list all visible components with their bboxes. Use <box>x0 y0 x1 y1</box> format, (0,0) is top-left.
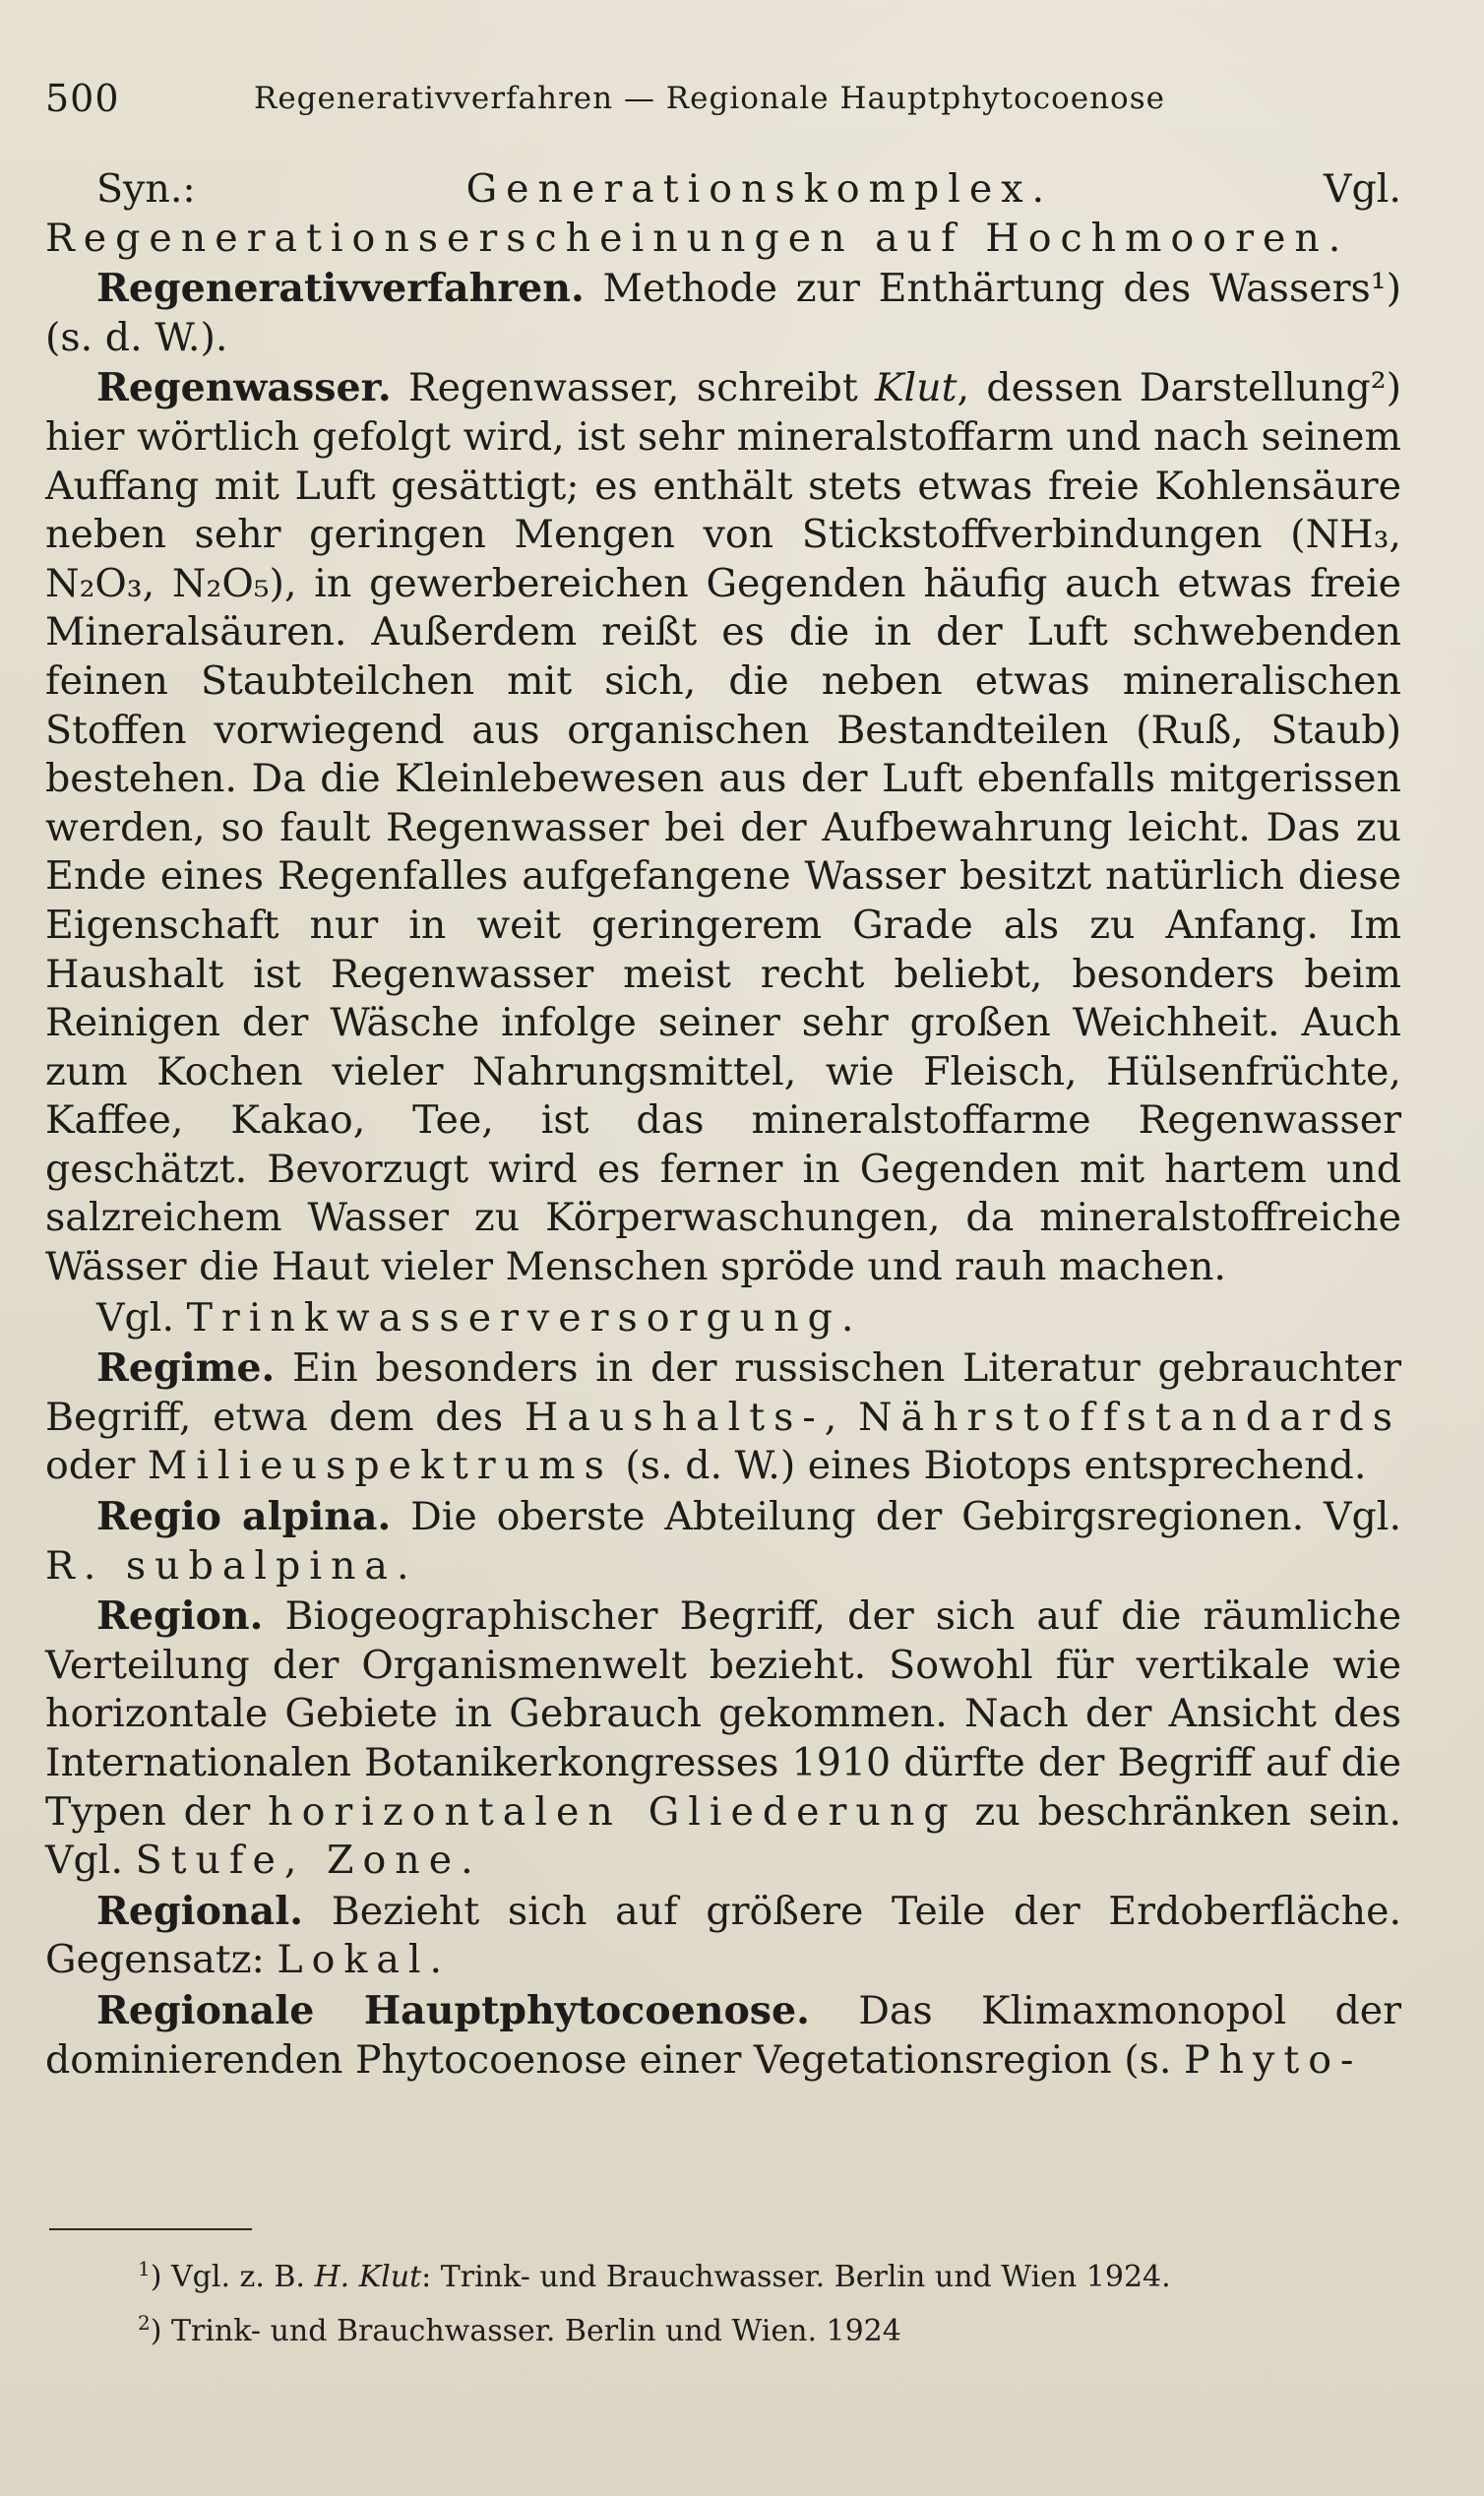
author-name: H. Klut <box>314 2260 422 2294</box>
footnote-marker: 1 <box>138 2257 151 2280</box>
entry-text: Methode zur Enthärtung des Wassers¹) (s. d. W.). <box>45 266 1401 360</box>
spaced-term: Lokal. <box>277 1937 452 1983</box>
footnote-text: : Trink- und Brauchwasser. Berlin und Wien 1924. <box>421 2260 1171 2294</box>
entry-headword: Region. <box>96 1593 264 1640</box>
footnote <box>138 2246 1407 2300</box>
page-header <box>45 77 1403 136</box>
entry-text: Vgl. <box>1053 166 1401 212</box>
entry-text: Das Klimaxmonopol der dominierenden Phytocoenose einer Vegetationsregion (s. <box>45 1987 1401 2083</box>
dictionary-entry <box>45 364 1401 1291</box>
dictionary-entry <box>45 1592 1401 1886</box>
entry-text: Bezieht sich auf größere Teile der Erdoberfläche. Gegensatz: <box>45 1888 1401 1983</box>
spaced-term: Phyto- <box>1184 2036 1363 2083</box>
entry-headword: Regio alpina. <box>96 1494 392 1540</box>
entry-text: oder <box>45 1443 148 1489</box>
entry-headword: Regenwasser. <box>96 365 392 411</box>
dictionary-entry <box>45 1987 1401 2085</box>
spaced-term: Trinkwasserversorgung. <box>186 1294 863 1341</box>
entry-headword: Regenerativverfahren. <box>96 266 585 312</box>
dictionary-entry <box>45 1294 1401 1343</box>
spaced-term: R. subalpina. <box>45 1542 418 1589</box>
entry-text: Die oberste Abteilung der Gebirgsregionen. Vgl. <box>391 1494 1401 1540</box>
footnote-divider <box>49 2228 252 2230</box>
spaced-term: Generationskomplex. <box>465 166 1054 212</box>
entry-headword: Regionale Hauptphytocoenose. <box>96 1987 810 2033</box>
entry-headword: Regime. <box>96 1345 276 1392</box>
entry-text: zu beschränken sein. Vgl. <box>45 1788 1401 1884</box>
entry-text: , dessen Darstellung²) hier wörtlich gefolgt wird, ist sehr mineralstoffarm und nach seinem Auffang mit Luft gesättigt; es enthält stets etwas freie Kohlensäure neben sehr geringen Mengen von Stickstoffverbindungen (NH₃, N₂O₃, N₂O₅), in gewerbereichen Gegenden häufig auch etwas freie Mineralsäuren. Außerdem reißt es die in der Luft schwebenden feinen Staubteilchen mit sich, die neben etwas mineralischen Stoffen vorwiegend aus organischen Bestandteilen (Ruß, Staub) bestehen. Da die Kleinlebewesen aus der Luft ebenfalls mitgerissen werden, so fault Regenwasser bei der Aufbewahrung leicht. Das zu Ende eines Regenfalles aufgefangene Wasser besitzt natürlich diese Eigenschaft nur in weit geringerem Grade als zu Anfang. Im Haushalt ist Regenwasser meist recht beliebt, besonders beim Reinigen der Wäsche infolge seiner sehr großen Weichheit. Auch zum Kochen vieler Nahrungsmittel, wie Fleisch, Hülsenfrüchte, Kaffee, Kakao, Tee, ist das mineralstoffarme Regenwasser geschätzt. Bevorzugt wird es ferner in Gegenden mit hartem und salzreichem Wasser zu Körperwaschungen, da mineralstoffreiche Wässer die Haut vieler Menschen spröde und rauh machen. <box>45 365 1401 1290</box>
footnote <box>138 2300 1407 2354</box>
spaced-term: Regenerationserscheinungen auf Hochmooren. <box>45 215 1350 261</box>
dictionary-entry <box>45 1344 1401 1491</box>
entry-text: Syn.: <box>96 166 466 212</box>
entry-text: , <box>824 1394 858 1440</box>
dictionary-entry <box>45 1888 1401 1985</box>
author-name: Klut <box>875 365 958 411</box>
entry-text: Regenwasser, schreibt <box>391 365 876 411</box>
footnote-text: ) Vgl. z. B. <box>150 2260 315 2294</box>
spaced-term: Haushalts- <box>524 1394 825 1440</box>
footnotes <box>138 2246 1407 2354</box>
spaced-term: horizontalen Gliederung <box>268 1788 958 1835</box>
entry-text: Vgl. <box>96 1294 187 1341</box>
footnote-text: ) Trink- und Brauchwasser. Berlin und Wien. 1924 <box>150 2314 901 2348</box>
entry-headword: Regional. <box>96 1888 303 1934</box>
dictionary-entry <box>45 1493 1401 1591</box>
footnote-marker: 2 <box>138 2311 151 2335</box>
page-number: 500 <box>45 77 120 120</box>
running-head: Regenerativverfahren — Regionale Hauptphytocoenose <box>254 81 1165 116</box>
spaced-term: Milieuspektrums <box>147 1443 613 1489</box>
dictionary-body <box>45 165 1401 2087</box>
dictionary-entry <box>45 265 1401 362</box>
entry-text: Ein besonders in der russischen Literatur gebrauchter Begriff, etwa dem des <box>45 1345 1401 1440</box>
spaced-term: Stufe, Zone. <box>135 1838 482 1884</box>
dictionary-entry <box>45 165 1401 263</box>
entry-text: (s. d. W.) eines Biotops entsprechend. <box>612 1443 1367 1489</box>
spaced-term: Nährstoffstandards <box>857 1394 1401 1440</box>
entry-text: Biogeographischer Begriff, der sich auf die räumliche Verteilung der Organismenwelt bezieht. Sowohl für vertikale wie horizontale Gebiete in Gebrauch gekommen. Nach der Ansicht des Internationalen Botanikerkongresses 1910 dürfte der Begriff auf die Typen der <box>45 1593 1401 1835</box>
